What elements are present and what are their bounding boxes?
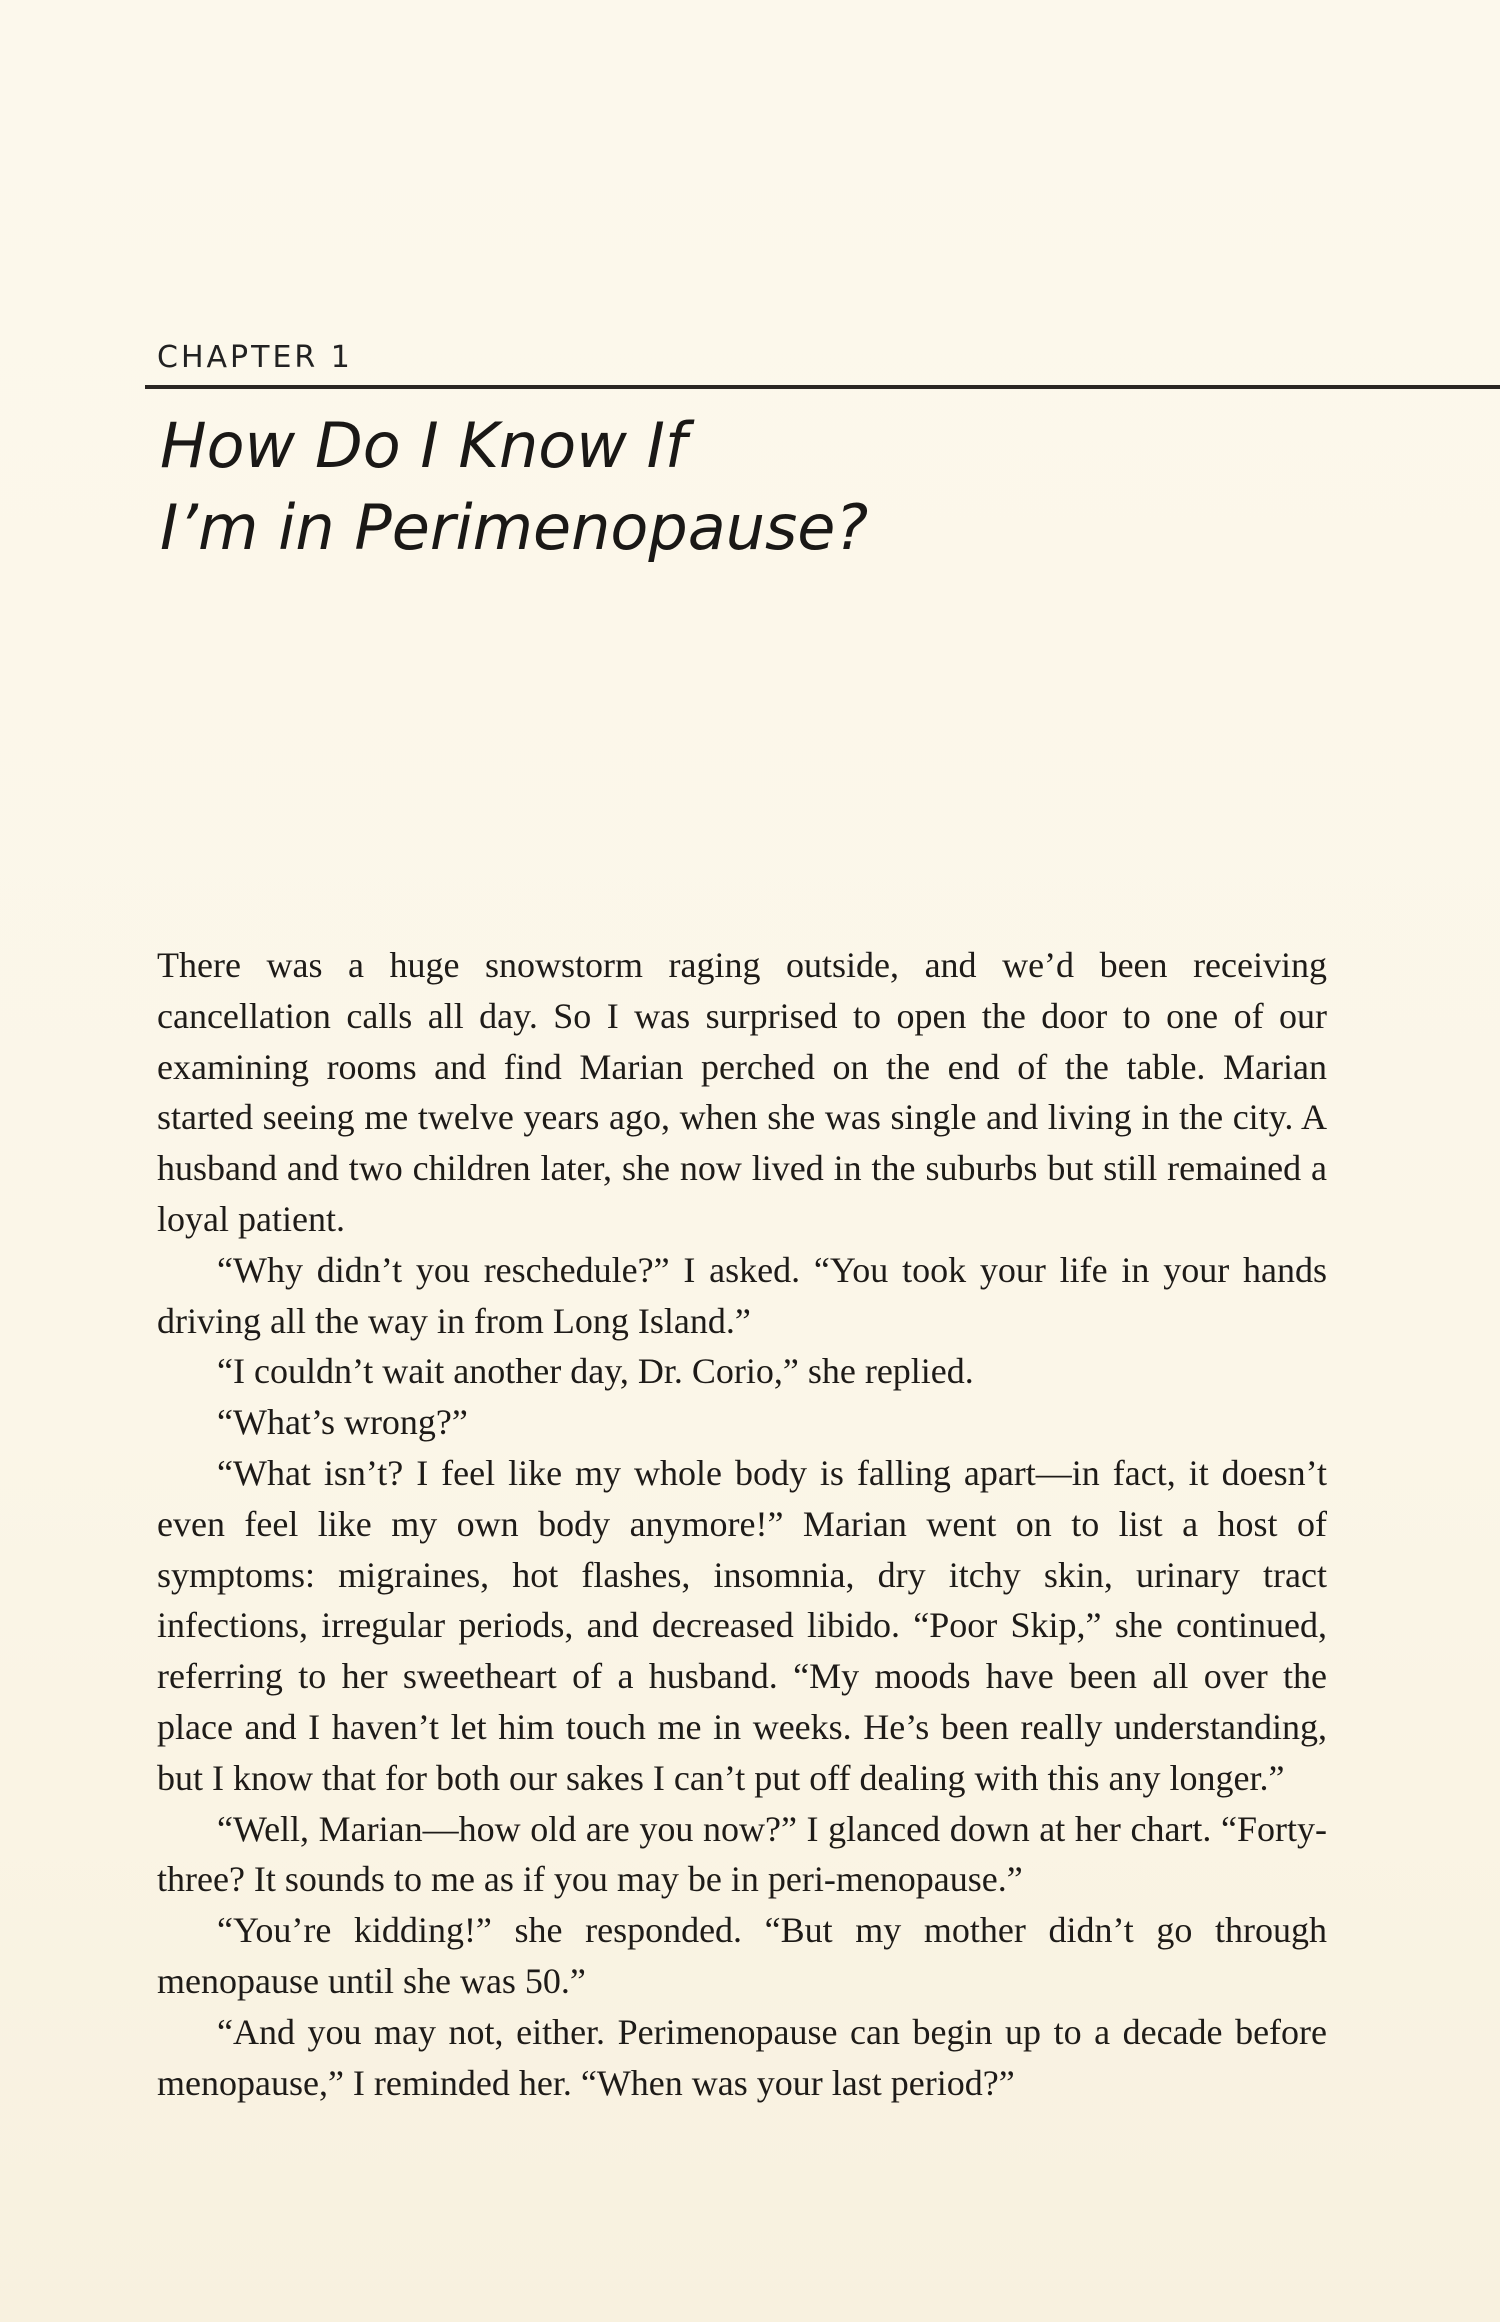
paragraph: “And you may not, either. Perimenopause can begin up to a decade before menopause,” I reminded her. “When was your last period?”	[157, 2011, 1327, 2103]
chapter-title-line-2: I’m in Perimenopause?	[160, 491, 869, 564]
chapter-label: CHAPTER 1	[157, 340, 353, 375]
paragraph: “I couldn’t wait another day, Dr. Corio,” she replied.	[217, 1351, 974, 1392]
paragraph: “Why didn’t you reschedule?” I asked. “You took your life in your hands driving all the way in from Long Island.”	[157, 1249, 1327, 1341]
paragraph: “You’re kidding!” she responded. “But my mother didn’t go through menopause until she was 50.”	[157, 1910, 1327, 2001]
paragraph: There was a huge snowstorm raging outside, and we’d been receiving cancellation calls all day. So I was surprised to open the door to one of our examining rooms and find Marian perched on the end of the table. Marian started seeing me twelve years ago, when she was single and living in the city. A husband and two children later, she now lived in the suburbs but still remained a loyal patient.	[157, 945, 1327, 1239]
chapter-title-line-1: How Do I Know If	[160, 409, 687, 482]
paragraph: “What’s wrong?”	[217, 1402, 468, 1443]
body-text	[157, 940, 1327, 2108]
chapter-divider	[145, 385, 1500, 389]
chapter-title	[160, 405, 1260, 569]
paragraph: “What isn’t? I feel like my whole body is falling apart—in fact, it doesn’t even feel like my own body anymore!” Marian went on to list a host of symptoms: migraines, hot flashes, insomnia, dry itchy skin, urinary tract infections, irregular periods, and decreased libido. “Poor Skip,” she continued, referring to her sweetheart of a husband. “My moods have been all over the place and I haven’t let him touch me in weeks. He’s been really understanding, but I know that for both our sakes I can’t put off dealing with this any longer.”	[157, 1452, 1327, 1798]
paragraph: “Well, Marian—how old are you now?” I glanced down at her chart. “Forty-three? It sounds to me as if you may be in peri-menopause.”	[157, 1808, 1327, 1900]
